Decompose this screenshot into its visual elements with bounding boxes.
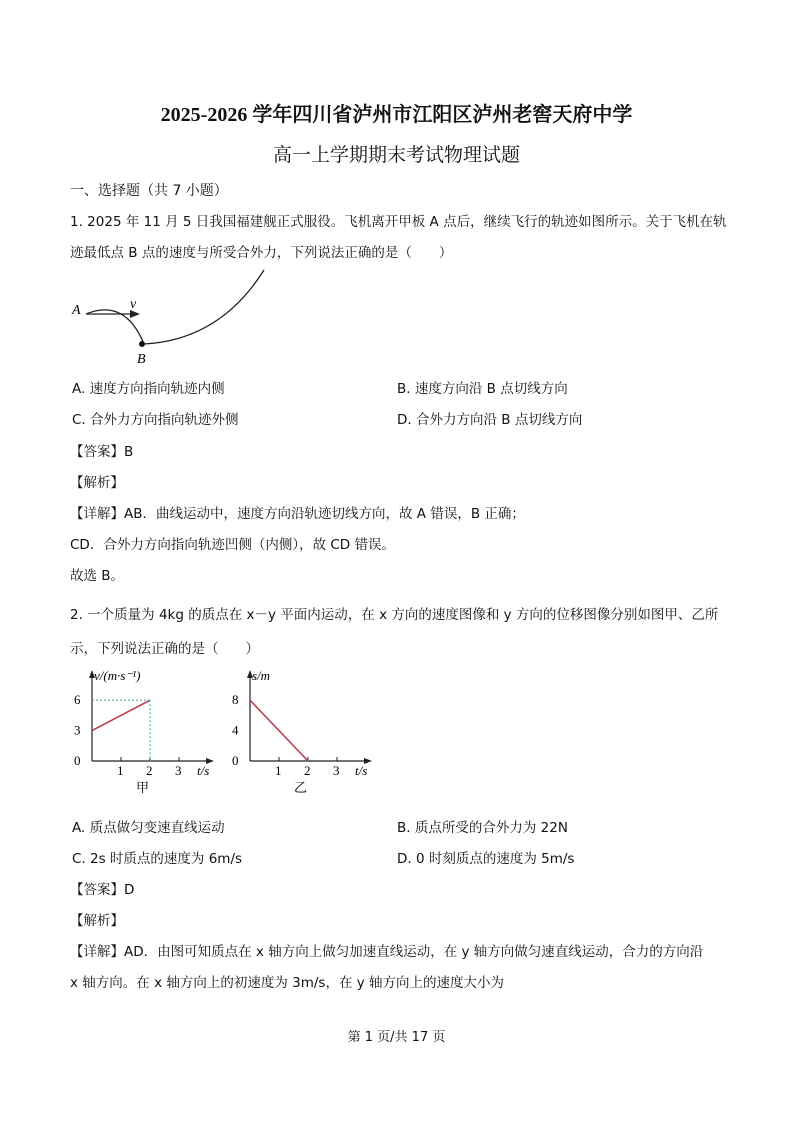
q2-analysis-label: 【解析】	[70, 913, 124, 929]
x-tick-label: 1	[117, 763, 124, 778]
q2-option-b: B. 质点所受的合外力为 22N	[397, 820, 568, 836]
x-tick-label: 2	[146, 763, 153, 778]
q2-detail-2: x 轴方向。在 x 轴方向上的初速度为 3m/s，在 y 轴方向上的速度大小为	[70, 975, 505, 991]
y-tick-label: 0	[232, 753, 239, 768]
q1-stem-line-2: 迹最低点 B 点的速度与所受合外力，下列说法正确的是（ ）	[70, 245, 453, 261]
q2-option-c: C. 2s 时质点的速度为 6m/s	[72, 851, 243, 867]
y-axis-label: s/m	[252, 668, 271, 683]
trajectory-curve-rise	[144, 270, 264, 344]
q1-option-c: C. 合外力方向指向轨迹外侧	[72, 412, 239, 428]
title-line-1: 2025-2026 学年四川省泸州市江阳区泸州老窖天府中学	[160, 104, 633, 126]
label-a: A	[72, 303, 81, 318]
q2-option-a: A. 质点做匀变速直线运动	[72, 820, 225, 836]
graph-yi	[228, 664, 378, 796]
y-tick-label: 8	[232, 692, 239, 708]
graph-jia	[70, 664, 220, 796]
x-axis-label: t/s	[355, 763, 368, 778]
section-heading: 一、选择题（共 7 小题）	[70, 183, 228, 199]
data-line	[92, 700, 150, 730]
x-tick-label: 3	[333, 763, 340, 778]
label-v: v	[130, 297, 137, 312]
q1-detail-1: 【详解】AB．曲线运动中，速度方向沿轨迹切线方向，故 A 错误，B 正确；	[70, 506, 525, 522]
q1-detail-2: CD．合外力方向指向轨迹凹侧（内侧），故 CD 错误。	[70, 537, 395, 553]
q2-stem-line-1: 2. 一个质量为 4kg 的质点在 x－y 平面内运动，在 x 方向的速度图像和 y 方向的位移图像分别如图甲、乙所	[70, 607, 719, 623]
graph-caption: 甲	[136, 780, 150, 795]
y-tick-label: 6	[74, 692, 81, 708]
q1-option-a: A. 速度方向指向轨迹内侧	[72, 381, 225, 397]
q1-answer: 【答案】B	[70, 444, 134, 460]
q2-stem-line-2: 示，下列说法正确的是（ ）	[70, 641, 259, 657]
x-tick-label: 3	[175, 763, 182, 778]
q2-option-d: D. 0 时刻质点的速度为 5m/s	[397, 851, 575, 867]
q1-stem-line-1: 1. 2025 年 11 月 5 日我国福建舰正式服役。飞机离开甲板 A 点后，继续飞行的轨迹如图所示。关于飞机在轨	[70, 214, 727, 230]
x-tick-label: 2	[304, 763, 311, 778]
q1-option-b: B. 速度方向沿 B 点切线方向	[397, 381, 568, 397]
q1-option-d: D. 合外力方向沿 B 点切线方向	[397, 412, 583, 428]
page-footer: 第 1 页/共 17 页	[347, 1030, 446, 1045]
q1-trajectory-figure	[70, 268, 280, 368]
x-axis-label: t/s	[197, 763, 210, 778]
point-b-dot	[139, 341, 145, 347]
y-axis-label: v/(m·s⁻¹)	[94, 668, 141, 683]
q1-analysis-label: 【解析】	[70, 475, 124, 491]
graph-caption: 乙	[294, 780, 308, 795]
y-tick-label: 0	[74, 753, 81, 768]
data-line	[250, 700, 308, 761]
label-b: B	[137, 352, 146, 367]
q1-conclusion: 故选 B。	[70, 568, 125, 584]
x-tick-label: 1	[275, 763, 282, 778]
y-tick-label: 3	[74, 722, 81, 738]
y-tick-label: 4	[232, 722, 239, 738]
q2-detail-1: 【详解】AD．由图可知质点在 x 轴方向上做匀加速直线运动，在 y 轴方向做匀速直线运动，合力的方向沿	[70, 944, 704, 960]
title-line-2: 高一上学期期末考试物理试题	[272, 144, 520, 166]
q2-answer: 【答案】D	[70, 882, 135, 898]
